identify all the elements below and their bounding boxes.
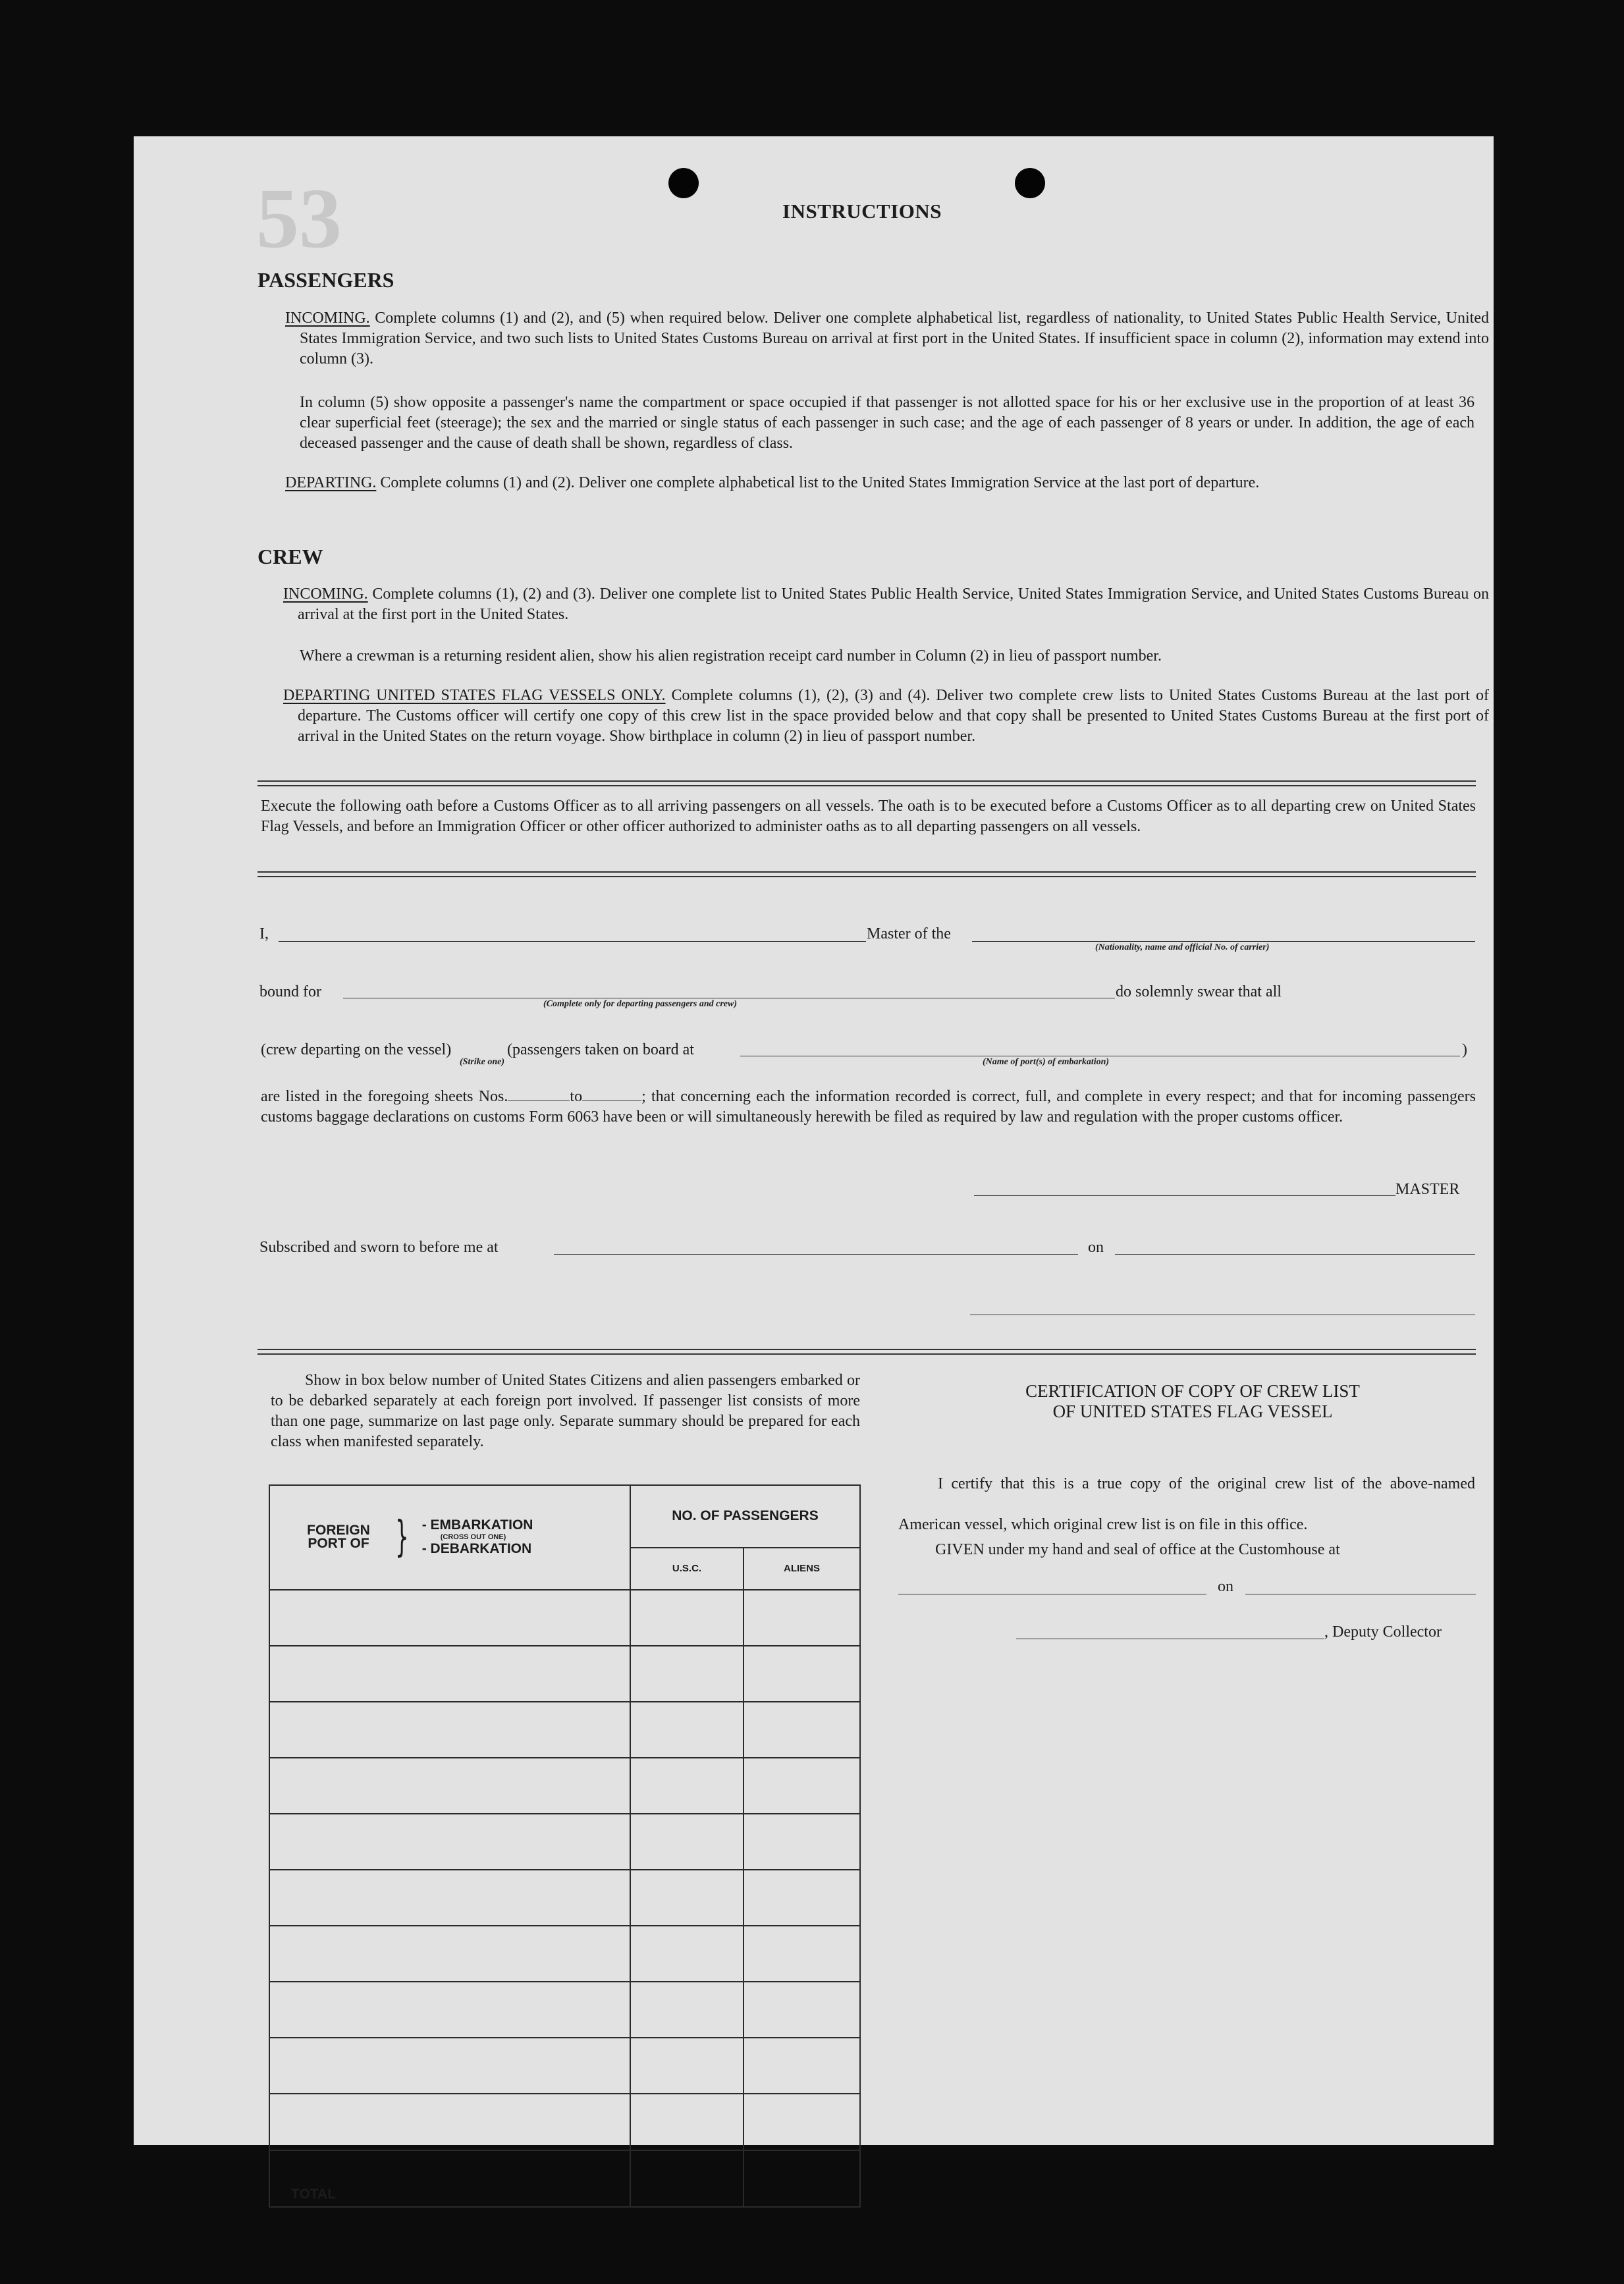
aliens-cell[interactable]: [744, 1814, 860, 1870]
certify-text: I certify that this is a true copy of the original crew list of the above-named American vessel, which original crew list is on file in this office.: [898, 1475, 1475, 1533]
port-cell[interactable]: [269, 1590, 630, 1646]
usc-cell[interactable]: [630, 1926, 744, 1982]
no-of-passengers-header: NO. OF PASSENGERS: [630, 1485, 860, 1548]
certification-title: [919, 1381, 1466, 1422]
passengers-heading: PASSENGERS: [257, 268, 394, 292]
usc-cell[interactable]: [630, 1982, 744, 2038]
port-cell[interactable]: [269, 2094, 630, 2150]
aliens-cell[interactable]: [744, 1646, 860, 1702]
subscribed-on-label: on: [1088, 1239, 1104, 1256]
crew-resident-paragraph: Where a crewman is a returning resident alien, show his alien registration receipt card number in Column (2) in lieu of passport number.: [300, 647, 1162, 665]
given-text: GIVEN under my hand and seal of office at the Customhouse at: [935, 1541, 1340, 1558]
port-header-cell: [269, 1485, 630, 1590]
summary-row: [269, 1646, 860, 1702]
separator-rule: [257, 780, 1476, 786]
summary-instruction: Show in box below number of United States Citizens and alien passengers embarked or to be debarked separately at each foreign port involved. If passenger list consists of more than one page, summarize on last page only. Separate summary should be prepared for each class when manifested separately.: [271, 1372, 860, 1450]
listed-sheets-paragraph: [261, 1087, 1476, 1128]
subscribed-date-field[interactable]: [1115, 1254, 1475, 1255]
strike-one-caption: (Strike one): [460, 1057, 505, 1067]
listed-prefix: are listed in the foregoing sheets Nos.: [261, 1088, 508, 1105]
bound-for-caption: (Complete only for departing passengers and crew): [543, 999, 737, 1009]
master-signature-field[interactable]: [974, 1195, 1395, 1196]
cross-out-one-label: (CROSS OUT ONE): [440, 1533, 506, 1542]
usc-cell[interactable]: [630, 1702, 744, 1758]
aliens-cell[interactable]: [744, 1590, 860, 1646]
page-number-stamp: 53: [256, 171, 342, 266]
usc-cell[interactable]: [630, 1758, 744, 1814]
port-cell[interactable]: [269, 2038, 630, 2094]
port-cell[interactable]: [269, 1646, 630, 1702]
passengers-departing-label: DEPARTING.: [285, 474, 377, 491]
crew-heading: CREW: [257, 545, 323, 568]
port-cell[interactable]: [269, 1702, 630, 1758]
summary-row: [269, 2038, 860, 2094]
crew-incoming-paragraph: [283, 584, 1489, 625]
passengers-departing-text: Complete columns (1) and (2). Deliver one complete alphabetical list to the United States Immigration Service at the last port of departure.: [376, 474, 1260, 491]
port-cell[interactable]: [269, 1758, 630, 1814]
certification-on-label: on: [1218, 1578, 1233, 1595]
total-usc-cell[interactable]: [630, 2150, 744, 2207]
aliens-cell[interactable]: [744, 2094, 860, 2150]
punch-hole-left: [668, 168, 699, 198]
close-paren: ): [1462, 1041, 1467, 1058]
total-row-label-cell: [269, 2150, 630, 2207]
debarkation-label: - DEBARKATION: [421, 1541, 532, 1557]
certification-title-line2: OF UNITED STATES FLAG VESSEL: [1052, 1401, 1333, 1421]
port-cell[interactable]: [269, 1870, 630, 1926]
usc-cell[interactable]: [630, 2038, 744, 2094]
passengers-column5-paragraph: In column (5) show opposite a passenger's name the compartment or space occupied if that passenger is not allotted space for his or her exclusive use in the proportion of at least 36 clear superficial feet (steerage); the sex and the married or single status of each passenger in such case; and the age of each passenger of 8 years or under. In addition, the age of each deceased passenger and the cause of death shall be shown, regardless of class.: [300, 394, 1475, 452]
crew-departing-paragraph: [283, 686, 1489, 747]
aliens-cell[interactable]: [744, 1870, 860, 1926]
separator-rule: [257, 1349, 1476, 1355]
summary-row: [269, 1758, 860, 1814]
aliens-cell[interactable]: [744, 1758, 860, 1814]
usc-cell[interactable]: [630, 1814, 744, 1870]
aliens-cell[interactable]: [744, 1982, 860, 2038]
passengers-incoming-paragraph: [285, 308, 1489, 369]
foreign-port-of-label: FOREIGN PORT OF: [307, 1523, 370, 1552]
crew-incoming-text: Complete columns (1), (2) and (3). Deliver one complete list to United States Public Health Service, United States Immigration Service, and United States Customs Bureau on arrival at the first port in the United States.: [298, 585, 1489, 623]
usc-cell[interactable]: [630, 1870, 744, 1926]
master-label: MASTER: [1395, 1181, 1460, 1198]
total-label: TOTAL: [291, 2187, 337, 2202]
nationality-caption: (Nationality, name and official No. of carrier): [1095, 942, 1270, 952]
embarkation-label: - EMBARKATION: [421, 1517, 533, 1533]
summary-row: [269, 1982, 860, 2038]
passengers-departing-paragraph: [285, 473, 1489, 493]
embarkation-caption: (Name of port(s) of embarkation): [983, 1057, 1110, 1067]
aliens-header: ALIENS: [744, 1548, 860, 1590]
deputy-collector-label: , Deputy Collector: [1324, 1623, 1442, 1641]
page-title: INSTRUCTIONS: [782, 200, 942, 223]
usc-cell[interactable]: [630, 1646, 744, 1702]
solemnly-swear-label: do solemnly swear that all: [1116, 983, 1282, 1000]
oath-instruction: Execute the following oath before a Customs Officer as to all arriving passengers on all vessels. The oath is to be executed before a Customs Officer as to all departing crew on United States Flag Vessels, and before an Immigration Officer or other officer authorized to administer oaths as to all departing passengers on all vessels.: [261, 798, 1476, 835]
summary-row: [269, 1590, 860, 1646]
usc-cell[interactable]: [630, 2094, 744, 2150]
separator-rule: [257, 871, 1476, 877]
port-cell[interactable]: [269, 1982, 630, 2038]
listed-text: ; that concerning each the information recorded is correct, full, and complete in every respect; and that for incoming passengers customs baggage declarations on customs Form 6063 have been or will simultaneously herewith be filed as required by law and regulation with the proper customs officer.: [261, 1088, 1476, 1126]
usc-header: U.S.C.: [630, 1548, 744, 1590]
port-cell[interactable]: [269, 1926, 630, 1982]
document-page: [134, 136, 1494, 2202]
crew-departing-option: (crew departing on the vessel): [261, 1041, 452, 1058]
usc-cell[interactable]: [630, 1590, 744, 1646]
bound-for-label: bound for: [259, 983, 321, 1000]
subscribed-place-field[interactable]: [554, 1254, 1078, 1255]
summary-row: [269, 1926, 860, 1982]
summary-row: [269, 1814, 860, 1870]
master-name-field[interactable]: [279, 941, 866, 942]
aliens-cell[interactable]: [744, 1702, 860, 1758]
passengers-incoming-label: INCOMING.: [285, 310, 370, 327]
brace-icon: }: [395, 1513, 409, 1562]
crew-departing-label: DEPARTING UNITED STATES FLAG VESSELS ONLY.: [283, 687, 666, 704]
sheet-from-field[interactable]: [508, 1089, 570, 1101]
punch-hole-right: [1015, 168, 1045, 198]
subscribed-label: Subscribed and sworn to before me at: [259, 1239, 499, 1256]
crew-departing-text: Complete columns (1), (2), (3) and (4). Deliver two complete crew lists to United States Customs Bureau at the last port of departure. The Customs officer will certify one copy of this crew list in the space provided below and that copy shall be presented to United States Customs Bureau at the first port of arrival in the United States on the return voyage. Show birthplace in column (2) in lieu of passport number.: [298, 687, 1489, 745]
summary-row: [269, 1870, 860, 1926]
carrier-field[interactable]: [972, 941, 1475, 942]
aliens-cell[interactable]: [744, 1926, 860, 1982]
summary-row: [269, 1702, 860, 1758]
sheet-to-field[interactable]: [582, 1089, 641, 1101]
passenger-summary-table: [269, 1484, 861, 2208]
passengers-taken-option: (passengers taken on board at: [507, 1041, 694, 1058]
crew-incoming-label: INCOMING.: [283, 585, 368, 603]
to-label: to: [570, 1088, 583, 1105]
oath-i-label: I,: [259, 925, 269, 942]
total-aliens-cell[interactable]: [744, 2150, 860, 2207]
certification-title-line1: CERTIFICATION OF COPY OF CREW LIST: [1025, 1381, 1360, 1401]
summary-row: [269, 2094, 860, 2150]
passengers-incoming-text: Complete columns (1) and (2), and (5) when required below. Deliver one complete alphabetical list, regardless of nationality, to United States Public Health Service, United States Immigration Service, and two such lists to United States Customs Bureau on arrival at first port in the United States. If insufficient space in column (2), information may extend into column (3).: [300, 310, 1489, 367]
master-of-label: Master of the: [867, 925, 951, 942]
aliens-cell[interactable]: [744, 2038, 860, 2094]
port-cell[interactable]: [269, 1814, 630, 1870]
